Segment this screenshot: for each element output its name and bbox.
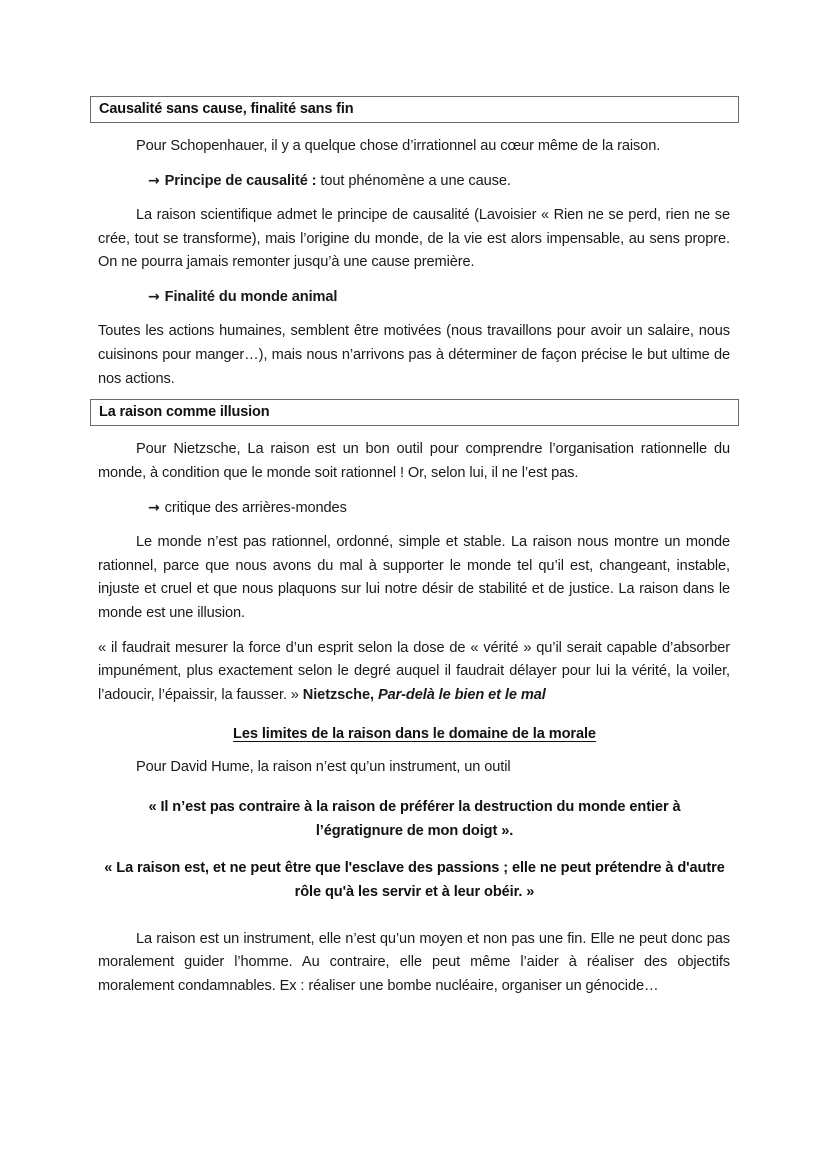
spacer <box>90 919 739 928</box>
paragraph-monde-non-rationnel: Le monde n’est pas rationnel, ordonné, simple et stable. La raison nous montre un monde rationnel, parce que nous avons du mal à supporter le monde tel qu’il est, changeant, instable, injuste et cruel et que nous plaquons sur lui notre désir de stabilité et de justice. La raison dans le monde est une illusion. <box>98 534 730 621</box>
bullet-critique-arrieres-mondes <box>90 497 739 520</box>
quote-nietzsche-author: Nietzsche, <box>302 686 374 703</box>
centered-heading-limites-morale: Les limites de la raison dans le domaine de la morale <box>233 725 596 742</box>
paragraph-actions-humaines: Toutes les actions humaines, semblent être motivées (nous travaillons pour avoir un salaire, nous cuisinons pour manger…), mais nous n’arrivons pas à déterminer de façon précise le but ultime de nos actions. <box>98 323 730 387</box>
quote-hume-destruction-monde: « Il n’est pas contraire à la raison de préférer la destruction du monde entier à l’égratignure de mon doigt ». <box>148 799 681 839</box>
paragraph-hume-intro: Pour David Hume, la raison n’est qu’un instrument, un outil <box>136 758 511 775</box>
bullet-principe-de-causalite <box>90 170 739 193</box>
quote-nietzsche-text: « il faudrait mesurer la force d’un esprit selon la dose de « vérité » qu’il serait capable d’absorber impunément, plus exactement selon le degré auquel il faudrait délayer pour lui la vérité, la voiler, l’adoucir, l’épaissir, la fausser. » <box>98 639 730 703</box>
section-heading-box-illusion <box>90 399 739 426</box>
section-heading-title: Causalité sans cause, finalité sans fin <box>99 101 354 117</box>
bullet-label-finalite: Finalité du monde animal <box>164 289 338 306</box>
arrow-right-icon: → <box>148 289 160 306</box>
paragraph-schopenhauer: Pour Schopenhauer, il y a quelque chose d’irrationnel au cœur même de la raison. <box>136 138 661 155</box>
paragraph-citation-nietzsche <box>90 637 739 708</box>
quote-hume-esclave-passions: « La raison est, et ne peut être que l'esclave des passions ; elle ne peut prétendre à d'autre rôle qu'à les servir et à leur obéir. » <box>104 860 725 901</box>
section-heading-box-causalite <box>90 96 739 123</box>
arrow-right-icon: → <box>148 499 160 516</box>
arrow-right-icon: → <box>148 172 160 189</box>
spacer <box>90 787 739 796</box>
paragraph-raison-scientifique: La raison scientifique admet le principe de causalité (Lavoisier « Rien ne se perd, rien ne se crée, tout se transforme), mais l’origine du monde, de la vie est alors impensable, au sens propre. On ne pourra jamais remonter jusqu’à une cause première. <box>98 207 730 271</box>
bullet-finalite-monde-animal <box>90 286 739 309</box>
document-content <box>90 96 739 1010</box>
bullet-text-critique: critique des arrières-mondes <box>164 499 347 516</box>
quote-nietzsche-work: Par-delà le bien et le mal <box>377 686 546 703</box>
paragraph-nietzsche-outil: Pour Nietzsche, La raison est un bon outil pour comprendre l’organisation rationnelle du monde, à condition que le monde soit rationnel ! Or, selon lui, il ne l’est pas. <box>98 441 730 482</box>
paragraph-raison-instrument: La raison est un instrument, elle n’est qu’un moyen et non pas une fin. Elle ne peut donc pas moralement guider l’homme. Au contraire, elle peut même l’aider à réaliser des objectifs moralement condamnables. Ex : réaliser une bombe nucléaire, organiser un génocide… <box>98 930 730 995</box>
bullet-label-principe: Principe de causalité : <box>164 172 317 189</box>
section-heading-title: La raison comme illusion <box>99 404 270 421</box>
bullet-text-principe: tout phénomène a une cause. <box>320 172 511 189</box>
